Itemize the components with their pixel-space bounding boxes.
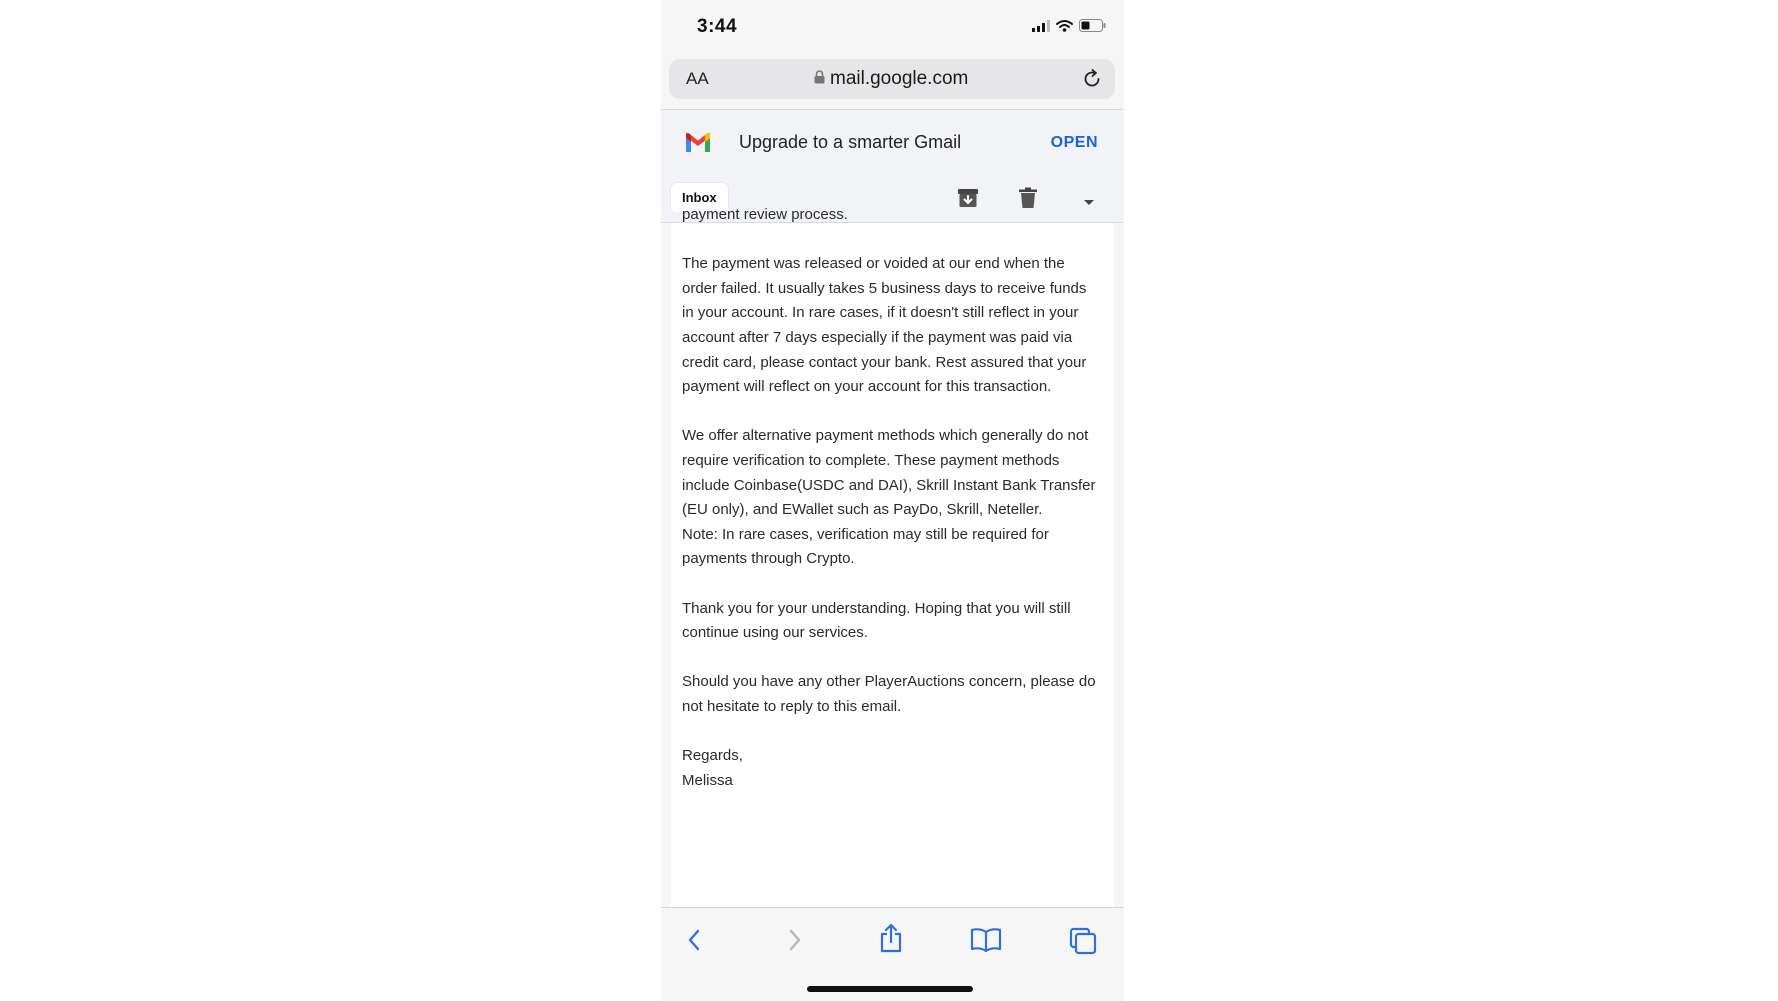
forward-icon[interactable] <box>782 927 806 958</box>
email-paragraph: The payment was released or voided at our end when the order failed. It usually takes 5 business days to receive funds in your account. In rare cases, if it doesn't still reflect in your account after 7 days especially if the payment was paid via credit card, please contact your bank. Rest assured that your payment will reflect on your account for this transaction. <box>682 255 1087 396</box>
url-text: mail.google.com <box>830 68 969 89</box>
phone-screen <box>661 0 1124 1000</box>
home-indicator[interactable] <box>807 986 973 992</box>
reload-icon[interactable] <box>1081 68 1103 90</box>
open-app-button[interactable]: OPEN <box>1050 134 1098 151</box>
status-bar <box>661 0 1124 56</box>
wifi-icon <box>1056 19 1073 37</box>
tabs-icon[interactable] <box>1069 927 1097 960</box>
browser-bottom-toolbar <box>661 907 1124 1001</box>
battery-icon <box>1079 19 1106 37</box>
share-icon[interactable] <box>878 923 904 958</box>
email-signature: Melissa <box>682 771 733 789</box>
cellular-signal-icon <box>1032 19 1050 37</box>
address-bar[interactable] <box>669 59 1115 99</box>
promo-text: Upgrade to a smarter Gmail <box>739 132 962 152</box>
gmail-upgrade-banner <box>661 110 1124 176</box>
bookmarks-icon[interactable] <box>970 927 1002 958</box>
email-paragraph: Thank you for your understanding. Hoping that you will still continue using our services. <box>682 599 1071 642</box>
email-paragraph: Note: In rare cases, verification may still be required for payments through Crypto. <box>682 525 1049 568</box>
back-to-inbox-button[interactable]: Inbox <box>671 183 728 213</box>
email-signoff: Regards, <box>682 747 743 765</box>
lock-icon <box>814 70 825 89</box>
url-display[interactable] <box>814 68 968 90</box>
email-paragraph: We offer alternative payment methods which generally do not require verification to complete. These payment methods include Coinbase(USDC and DAI), Skrill Instant Bank Transfer (EU only), and EWallet such as PayDo, Skrill, Neteller. <box>682 427 1096 519</box>
email-paragraph: payment review process. <box>682 206 848 223</box>
email-paragraph: Should you have any other PlayerAuctions concern, please do not hesitate to reply to this email. <box>682 673 1096 715</box>
gmail-logo-icon <box>684 132 712 159</box>
email-text <box>682 203 1102 793</box>
status-icons <box>1032 19 1106 37</box>
back-icon[interactable] <box>683 927 707 958</box>
email-message-body <box>671 206 1114 907</box>
text-size-button[interactable]: AA <box>686 69 709 88</box>
status-time: 3:44 <box>697 16 738 37</box>
